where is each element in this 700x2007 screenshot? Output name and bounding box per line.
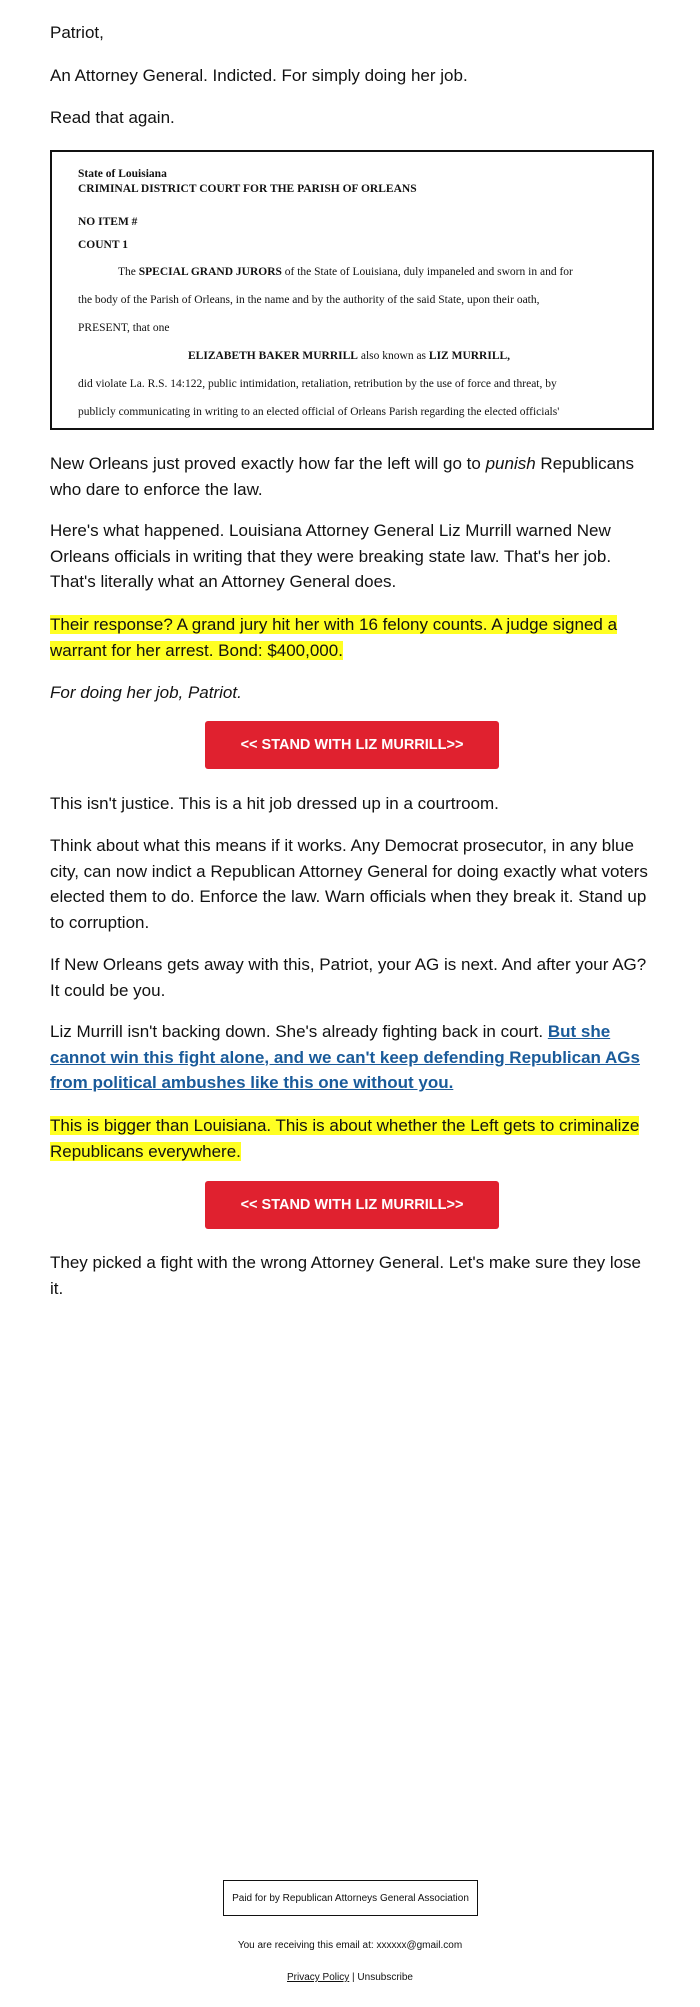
paragraph-punish: New Orleans just proved exactly how far the left will go to punish Republicans who dare to enforce the law. — [50, 454, 634, 499]
doc-line-2: the body of the Parish of Orleans, in the name and by the authority of the said State, upon their oath, — [78, 294, 540, 306]
stand-with-liz-button[interactable]: << STAND WITH LIZ MURRILL>> — [205, 721, 499, 769]
doc-item: NO ITEM # — [78, 216, 138, 228]
paragraph-what-happened: Here's what happened. Louisiana Attorney General Liz Murrill warned New Orleans officials in writing that they were breaking state law. That's her job. That's literally what an Attorney General does. — [50, 521, 612, 591]
paragraph-bigger — [50, 1113, 654, 1164]
doc-line-1: The SPECIAL GRAND JURORS of the State of Louisiana, duly impaneled and sworn in and for — [118, 266, 573, 278]
doc-defendant: ELIZABETH BAKER MURRILL also known as LIZ MURRILL, — [188, 350, 511, 362]
greeting: Patriot, — [50, 23, 104, 42]
highlighted-text: Their response? A grand jury hit her with 16 felony counts. A judge signed a warrant for her arrest. Bond: $400,000. — [50, 615, 618, 660]
paragraph-closing: They picked a fight with the wrong Attorney General. Let's make sure they lose it. — [50, 1253, 641, 1298]
indictment-document-image — [50, 150, 654, 430]
paragraph-response — [50, 612, 654, 663]
highlighted-text: This is bigger than Louisiana. This is about whether the Left gets to criminalize Republicans everywhere. — [50, 1116, 640, 1161]
paragraph-doing-her-job: For doing her job, Patriot. — [50, 683, 242, 702]
donate-link[interactable]: But she cannot win this fight alone, and we can't keep defending Republican AGs from political ambushes like this one without you. — [50, 1022, 640, 1092]
doc-court: CRIMINAL DISTRICT COURT FOR THE PARISH OF ORLEANS — [78, 183, 417, 195]
paid-for-disclaimer: Paid for by Republican Attorneys General Association — [223, 1880, 478, 1916]
privacy-policy-link[interactable]: Privacy Policy — [287, 1972, 350, 1983]
doc-line-6: publicly communicating in writing to an elected official of Orleans Parish regarding the elected officials' — [78, 406, 560, 418]
paragraph-fighting-back: Liz Murrill isn't backing down. She's already fighting back in court. But she cannot win this fight alone, and we can't keep defending Republican AGs from political ambushes like this one without you. — [50, 1022, 640, 1092]
paragraph-your-ag-next: If New Orleans gets away with this, Patriot, your AG is next. And after your AG? It could be you. — [50, 955, 647, 1000]
stand-with-liz-button-2[interactable]: << STAND WITH LIZ MURRILL>> — [205, 1181, 499, 1229]
paragraph-think-about: Think about what this means if it works. Any Democrat prosecutor, in any blue city, can now indict a Republican Attorney General for doing exactly what voters elected them to do. Enforce the law. Warn officials when they break it. Stand up to corruption. — [50, 836, 648, 932]
receiving-email-notice: You are receiving this email at: xxxxxx@gmail.com — [237, 1940, 463, 1951]
footer-links: Privacy Policy | Unsubscribe — [287, 1972, 413, 1983]
intro-text: An Attorney General. Indicted. For simply doing her job. — [50, 66, 468, 85]
doc-state: State of Louisiana — [78, 168, 167, 180]
paragraph-hit-job: This isn't justice. This is a hit job dressed up in a courtroom. — [50, 794, 499, 813]
read-again-text: Read that again. — [50, 108, 175, 127]
doc-count: COUNT 1 — [78, 239, 128, 251]
doc-line-3: PRESENT, that one — [78, 322, 170, 334]
doc-line-5: did violate La. R.S. 14:122, public intimidation, retaliation, retribution by the use of force and threat, by — [78, 378, 557, 390]
unsubscribe-link[interactable]: Unsubscribe — [357, 1972, 413, 1983]
